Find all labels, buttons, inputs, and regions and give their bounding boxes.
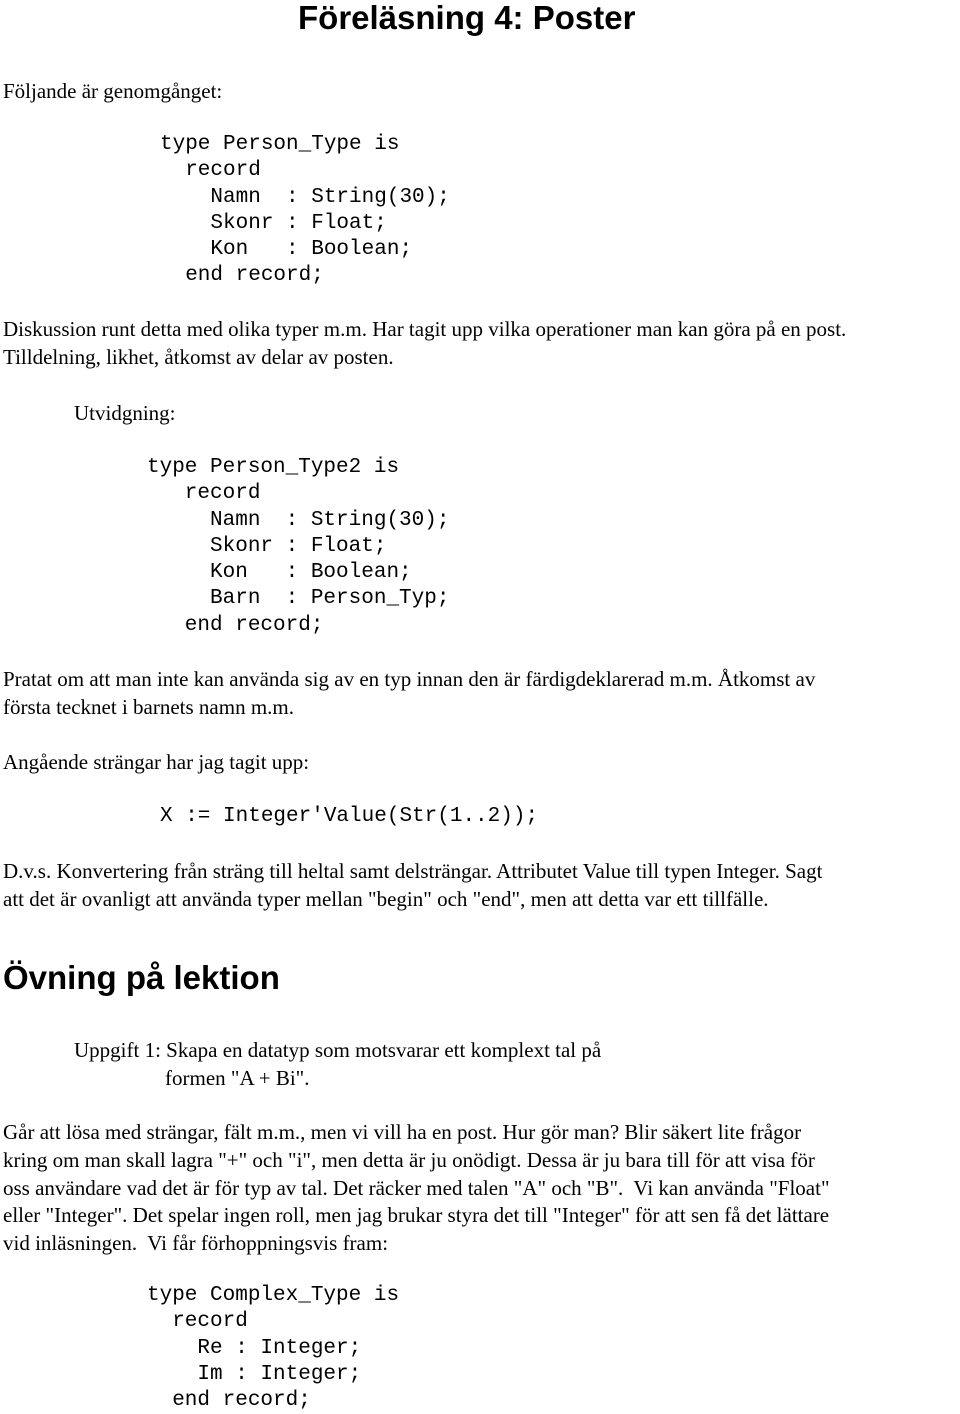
paragraph-line: oss användare vad det är för typ av tal. Det räcker med talen "A" och "B". Vi kan använda "Float": [3, 1176, 830, 1200]
strings-intro-text: Angående strängar har jag tagit upp:: [3, 750, 310, 774]
code-block-person-type: type Person_Type is record Namn : String(30); Skonr : Float; Kon : Boolean; end record;: [160, 133, 450, 288]
task-line: formen "A + Bi".: [165, 1066, 310, 1090]
page-title: Föreläsning 4: Poster: [298, 0, 636, 36]
code-block-complex-type: type Complex_Type is record Re : Integer; Im : Integer; end record;: [147, 1284, 400, 1413]
paragraph-line: D.v.s. Konvertering från sträng till heltal samt delsträngar. Attributet Value till typen Integer. Sagt: [3, 859, 823, 883]
paragraph-line: kring om man skall lagra "+" och "i", men detta är ju onödigt. Dessa är ju bara till för att visa för: [3, 1148, 815, 1172]
paragraph-line: eller "Integer". Det spelar ingen roll, men jag brukar styra det till "Integer" för att sen få det lättare: [3, 1203, 830, 1227]
code-block-integer-value: X := Integer'Value(Str(1..2));: [160, 805, 539, 828]
paragraph-line: att det är ovanligt att använda typer mellan "begin" och "end", men att detta var ett tillfälle.: [3, 887, 769, 911]
code-block-person-type2: type Person_Type2 is record Namn : String(30); Skonr : Float; Kon : Boolean; Barn : Person_Typ; end record;: [147, 456, 450, 637]
task-line: Uppgift 1: Skapa en datatyp som motsvarar ett komplext tal på: [74, 1038, 602, 1062]
paragraph-line: Pratat om att man inte kan använda sig av en typ innan den är färdigdeklarerad m.m. Åtkomst av: [3, 667, 816, 691]
paragraph-line: Går att lösa med strängar, fält m.m., men vi vill ha en post. Hur gör man? Blir säkert lite frågor: [3, 1120, 802, 1144]
paragraph-line: vid inläsningen. Vi får förhoppningsvis fram:: [3, 1231, 389, 1255]
paragraph-line: Tilldelning, likhet, åtkomst av delar av posten.: [3, 345, 394, 369]
paragraph-line: Diskussion runt detta med olika typer m.m. Har tagit upp vilka operationer man kan göra på en post.: [3, 317, 847, 341]
intro-text: Följande är genomgånget:: [3, 79, 223, 103]
extension-heading: Utvidgning:: [74, 401, 176, 425]
section-title: Övning på lektion: [3, 959, 280, 996]
paragraph-line: första tecknet i barnets namn m.m.: [3, 695, 294, 719]
